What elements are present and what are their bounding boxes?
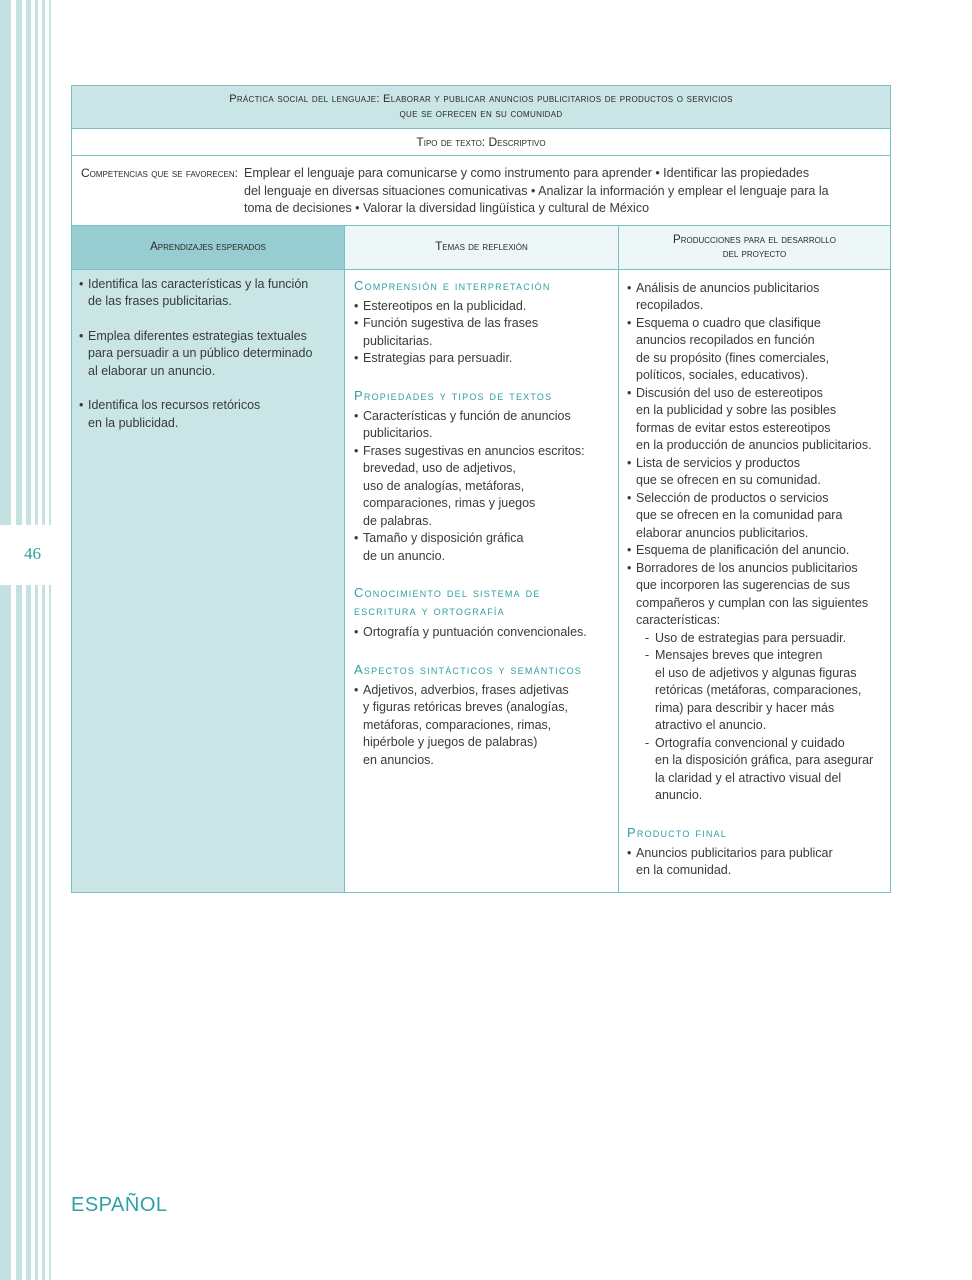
section-title: Aspectos sintácticos y semánticos (354, 661, 582, 677)
column-headers (72, 226, 890, 270)
list-item: • Tamaño y disposición gráfica de un anuncio. (354, 531, 524, 563)
section-title: Producto final (627, 824, 727, 840)
title-line-2: que se ofrecen en su comunidad (399, 108, 563, 120)
list-item: • Anuncios publicitarios para publicar en la comunidad. (627, 845, 833, 877)
list-item: • Esquema o cuadro que clasifique anuncios recopilados en función de su propósito (fines comerciales, políticos, sociales, educativos). (627, 315, 830, 382)
section-title: Conocimiento del sistema de escritura y ortografía (354, 585, 541, 618)
list-item: • Estrategias para persuadir. (354, 351, 513, 365)
section-list (354, 682, 610, 770)
list-item: • Discusión del uso de estereotipos en la publicidad y sobre las posibles formas de evitar estos estereotipos en la producción de anuncios publicitarios. (627, 385, 872, 452)
header-aprendizajes: Aprendizajes esperados (72, 226, 345, 269)
text-type-row: Tipo de texto: Descriptivo (72, 129, 890, 156)
list-item: • Adjetivos, adverbios, frases adjetivas y figuras retóricas breves (analogías, metáforas, comparaciones, rimas, hipérbole y juegos de palabras) en anuncios. (354, 682, 569, 767)
section-list (354, 298, 610, 368)
list-item: • Análisis de anuncios publicitarios recopilados. (627, 280, 820, 312)
competencies-label: Competencias que se favorecen: (81, 166, 238, 180)
header-producciones: Producciones para el desarrollo del proyecto (619, 226, 890, 269)
list-item: • Características y función de anuncios publicitarios. (354, 408, 571, 440)
final-product-list (627, 845, 884, 880)
column-temas (345, 270, 619, 892)
productions-sublist (627, 630, 884, 805)
footer-subject: ESPAÑOL (71, 1194, 168, 1216)
decorative-stripes (0, 0, 60, 1280)
section-list (354, 624, 610, 642)
competencies-row (72, 156, 890, 226)
table-body (72, 270, 890, 892)
list-item: • Borradores de los anuncios publicitarios que incorporen las sugerencias de sus compañeros y cumplan con las siguientes características: (627, 560, 869, 627)
list-item: - Mensajes breves que integren el uso de adjetivos y algunas figuras retóricas (metáforas, comparaciones, rima) para describir y hacer más atractivo el anuncio. (645, 648, 862, 732)
header-temas: Temas de reflexión (345, 226, 619, 269)
title-line-1: Práctica social del lenguaje: Elaborar y publicar anuncios publicitarios de productos o servicios (229, 93, 733, 105)
list-item: • Función sugestiva de las frases publicitarias. (354, 316, 539, 348)
curriculum-table (71, 85, 891, 893)
page-number: 46 (24, 544, 41, 563)
list-item: - Uso de estrategias para persuadir. (645, 630, 847, 645)
column-producciones (619, 270, 890, 892)
list-item: • Frases sugestivas en anuncios escritos: brevedad, uso de adjetivos, uso de analogías, metáforas, comparaciones, rimas y juegos de palabras. (354, 443, 585, 528)
list-item: • Lista de servicios y productos que se ofrecen en su comunidad. (627, 455, 821, 487)
list-item: - Ortografía convencional y cuidado en la disposición gráfica, para asegurar la claridad y el atractivo visual del anuncio. (645, 735, 874, 802)
section-title: Propiedades y tipos de textos (354, 387, 553, 403)
list-item: • Identifica los recursos retóricos en la publicidad. (79, 398, 261, 430)
section-list (354, 408, 610, 566)
list-item: • Esquema de planificación del anuncio. (627, 543, 850, 557)
list-item: • Estereotipos en la publicidad. (354, 298, 527, 313)
productions-list (627, 280, 884, 630)
competencies-text: Emplear el lenguaje para comunicarse y como instrumento para aprender • Identificar las propiedades del lenguaje en diversas situaciones comunicativas • Analizar la información y emplear el lenguaje para la toma de decisiones • Valorar la diversidad lingüística y cultural de México (244, 166, 829, 215)
list-item: • Selección de productos o servicios que se ofrecen en la comunidad para elaborar anuncios publicitarios. (627, 490, 843, 540)
column-aprendizajes (72, 270, 345, 892)
list-item: • Ortografía y puntuación convencionales. (354, 625, 587, 639)
table-title (72, 86, 890, 129)
list-item: • Emplea diferentes estrategias textuales para persuadir a un público determinado al elaborar un anuncio. (79, 328, 313, 378)
list-item: • Identifica las características y la función de las frases publicitarias. (79, 276, 309, 308)
section-title: Comprensión e interpretación (354, 277, 551, 293)
